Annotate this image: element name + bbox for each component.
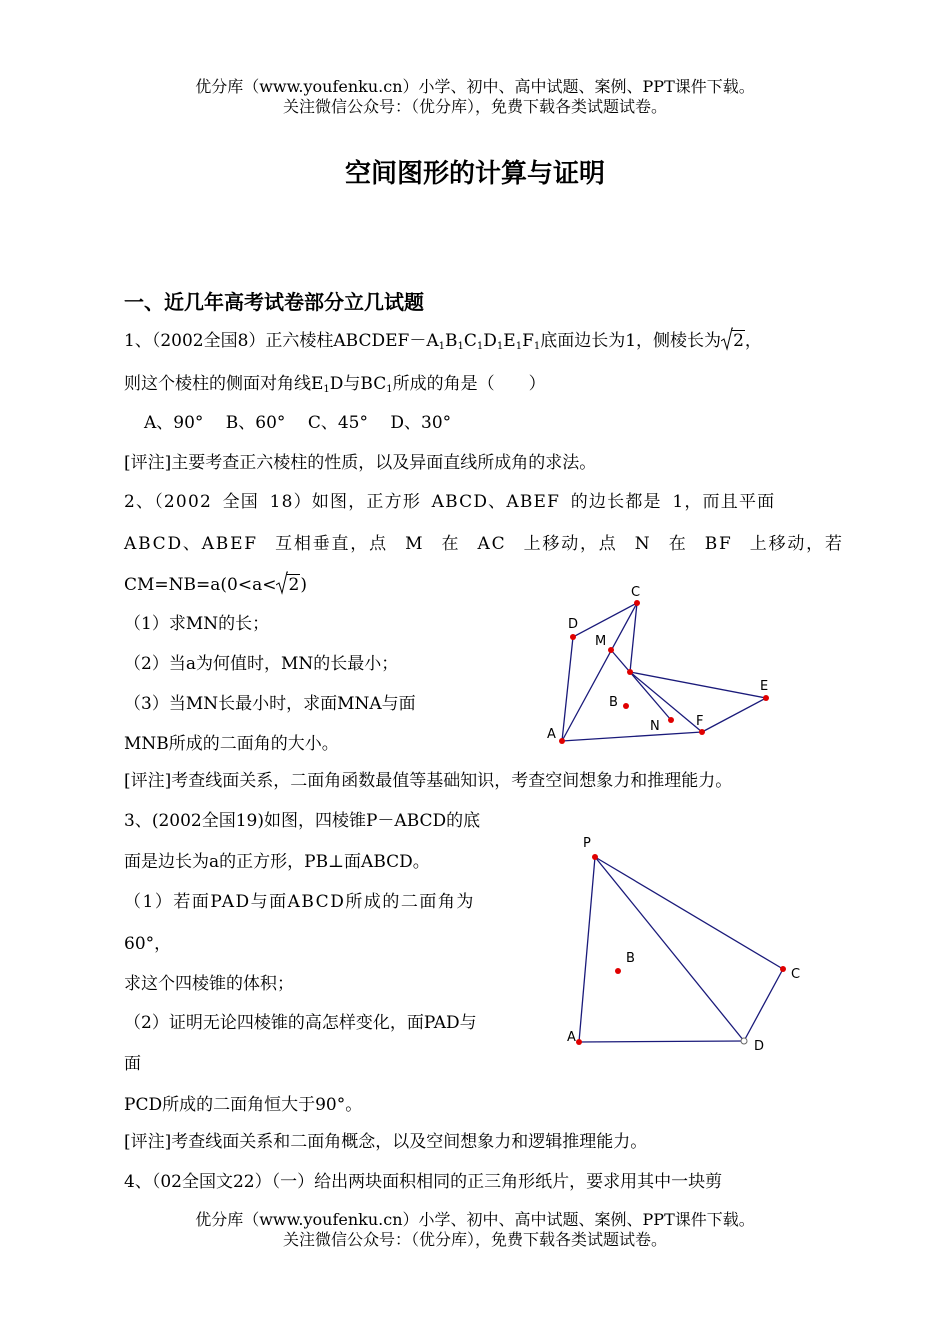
q2-part-1: （1）求MN的长； xyxy=(124,614,270,634)
section-heading: 一、近几年高考试卷部分立几试题 xyxy=(124,290,424,314)
q2-label-c: C xyxy=(631,585,641,600)
q1-line-1: 1、（2002全国8）正六棱柱$ABCDEF-A_1B_1C_1D_1E_1F_1$底面边长为1，侧棱长为 2， xyxy=(124,329,762,359)
q3-figure-edges xyxy=(579,857,783,1042)
q2-figure xyxy=(535,580,785,755)
page-title: 空间图形的计算与证明 xyxy=(344,159,605,189)
q1-line-2: 则这个棱柱的侧面对角线$E_1D$与$BC_1$所成的角是（ ） xyxy=(124,374,546,395)
q1-options: A、90° B、60° C、45° D、30° xyxy=(144,413,452,433)
q2-comment: [评注]考查线面关系，二面角函数最值等基础知识，考查空间想象力和推理能力。 xyxy=(124,771,733,791)
q2-label-m: M xyxy=(595,634,607,649)
sqrt-symbol: 2 xyxy=(276,573,300,597)
q4-line-1: 4、（02全国文22）（一）给出两块面积相同的正三角形纸片，要求用其中一块剪 xyxy=(124,1172,723,1192)
q3-part-1b: 60°， xyxy=(124,934,172,954)
q2-line-1: 2、（2002 全国 18）如图，正方形 ABCD、ABEF 的边长都是 1，而且平面 xyxy=(124,492,776,512)
q3-label-p: P xyxy=(583,836,591,851)
q2-label-f: F xyxy=(696,714,704,729)
q3-line-2: 面是边长为a的正方形，PB⊥面ABCD。 xyxy=(124,852,430,872)
q2-line-3: CM=NB=a(0<a< 2) xyxy=(124,573,307,597)
q3-label-d: D xyxy=(754,1039,765,1054)
q2-part-3b: MNB所成的二面角的大小。 xyxy=(124,734,339,754)
q3-comment: [评注]考查线面关系和二面角概念，以及空间想象力和逻辑推理能力。 xyxy=(124,1132,648,1152)
footer-line-1: 优分库（www.youfenku.cn）小学、初中、高中试题、案例、PPT课件下载。 xyxy=(195,1210,755,1229)
q3-line-1: 3、(2002全国19)如图，四棱锥P－ABCD的底 xyxy=(124,811,481,831)
q3-part-2b: 面 xyxy=(124,1054,141,1074)
q2-label-d: D xyxy=(568,617,579,632)
q2-label-e: E xyxy=(760,679,769,694)
q3-part-1: （1）若面PAD与面ABCD所成的二面角为 xyxy=(124,892,475,912)
q1-comment: [评注]主要考查正六棱柱的性质，以及异面直线所成角的求法。 xyxy=(124,453,597,473)
q2-label-a: A xyxy=(547,727,556,742)
q3-figure xyxy=(560,830,810,1055)
footer-line-2: 关注微信公众号：（优分库），免费下载各类试题试卷。 xyxy=(282,1230,667,1249)
header-line-1: 优分库（www.youfenku.cn）小学、初中、高中试题、案例、PPT课件下载。 xyxy=(195,77,755,96)
q2-label-b: B xyxy=(609,695,618,710)
q2-label-n: N xyxy=(650,719,660,734)
header-line-2: 关注微信公众号：（优分库），免费下载各类试题试卷。 xyxy=(282,97,667,116)
q3-label-b: B xyxy=(626,951,635,966)
sqrt-symbol: 2 xyxy=(721,329,745,353)
q2-part-2: （2）当a为何值时，MN的长最小； xyxy=(124,654,399,674)
q3-label-c: C xyxy=(791,967,801,982)
q3-figure-points xyxy=(576,854,786,1045)
q3-part-2: （2）证明无论四棱锥的高怎样变化，面PAD与 xyxy=(124,1013,477,1033)
q3-part-2c: PCD所成的二面角恒大于90°。 xyxy=(124,1095,363,1115)
q2-figure-points xyxy=(559,600,769,744)
q2-part-3: （3）当MN长最小时，求面MNA与面 xyxy=(124,694,416,714)
q3-label-a: A xyxy=(567,1030,576,1045)
q3-part-1c: 求这个四棱锥的体积； xyxy=(124,974,294,994)
q2-line-2: ABCD、ABEF 互相垂直，点 M 在 AC 上移动，点 N 在 BF 上移动，若 xyxy=(124,534,844,554)
q2-figure-edges xyxy=(562,603,769,741)
